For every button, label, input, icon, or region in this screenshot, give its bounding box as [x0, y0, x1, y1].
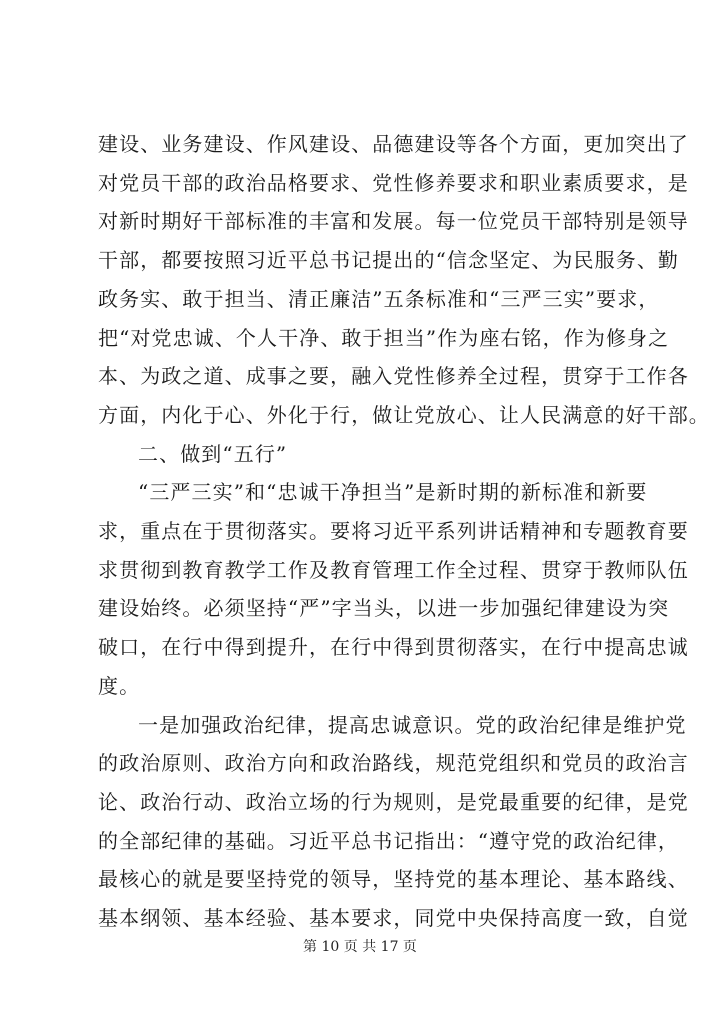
- page-footer: 第 10 页 共 17 页: [303, 939, 417, 955]
- text-line-1: 建设、业务建设、作风建设、品德建设等各个方面，更加突出了: [98, 132, 689, 156]
- text-line-13: 建设始终。必须坚持“严”字当头，以进一步加强纪律建设为突: [98, 596, 670, 620]
- text-line-8: 方面，内化于心、外化于行，做让党放心、让人民满意的好干部。: [98, 403, 710, 427]
- text-line-4: 干部，都要按照习近平总书记提出的“信念坚定、为民服务、勤: [98, 248, 680, 272]
- text-line-19: 的全部纪律的基础。习近平总书记指出：“遵守党的政治纪律，: [98, 829, 680, 853]
- text-line-10: “三严三实”和“忠诚干净担当”是新时期的新标准和新要: [138, 480, 648, 504]
- section-heading: 二、做到“五行”: [138, 442, 288, 466]
- text-line-21: 基本纲领、基本经验、基本要求，同党中央保持高度一致，自觉: [98, 906, 689, 930]
- text-line-17: 的政治原则、政治方向和政治路线，规范党组织和党员的政治言: [98, 751, 689, 775]
- text-line-2: 对党员干部的政治品格要求、党性修养要求和职业素质要求，是: [98, 171, 689, 195]
- text-line-20: 最核心的就是要坚持党的领导，坚持党的基本理论、基本路线、: [98, 867, 689, 891]
- text-line-16: 一是加强政治纪律，提高忠诚意识。党的政治纪律是维护党: [138, 713, 687, 737]
- text-line-12: 求贯彻到教育教学工作及教育管理工作全过程、贯穿于教师队伍: [98, 558, 689, 582]
- text-line-18: 论、政治行动、政治立场的行为规则，是党最重要的纪律，是党: [98, 790, 689, 814]
- text-line-15: 度。: [98, 674, 141, 698]
- text-line-5: 政务实、敢于担当、清正廉洁”五条标准和“三严三实”要求，: [98, 287, 660, 311]
- text-line-14: 破口，在行中得到提升，在行中得到贯彻落实，在行中提高忠诚: [98, 635, 689, 659]
- text-line-6: 把“对党忠诚、个人干净、敢于担当”作为座右铭，作为修身之: [98, 326, 670, 350]
- text-line-7: 本、为政之道、成事之要，融入党性修养全过程，贯穿于工作各: [98, 364, 689, 388]
- text-line-11: 求，重点在于贯彻落实。要将习近平系列讲话精神和专题教育要: [98, 519, 689, 543]
- text-line-3: 对新时期好干部标准的丰富和发展。每一位党员干部特别是领导: [98, 209, 689, 233]
